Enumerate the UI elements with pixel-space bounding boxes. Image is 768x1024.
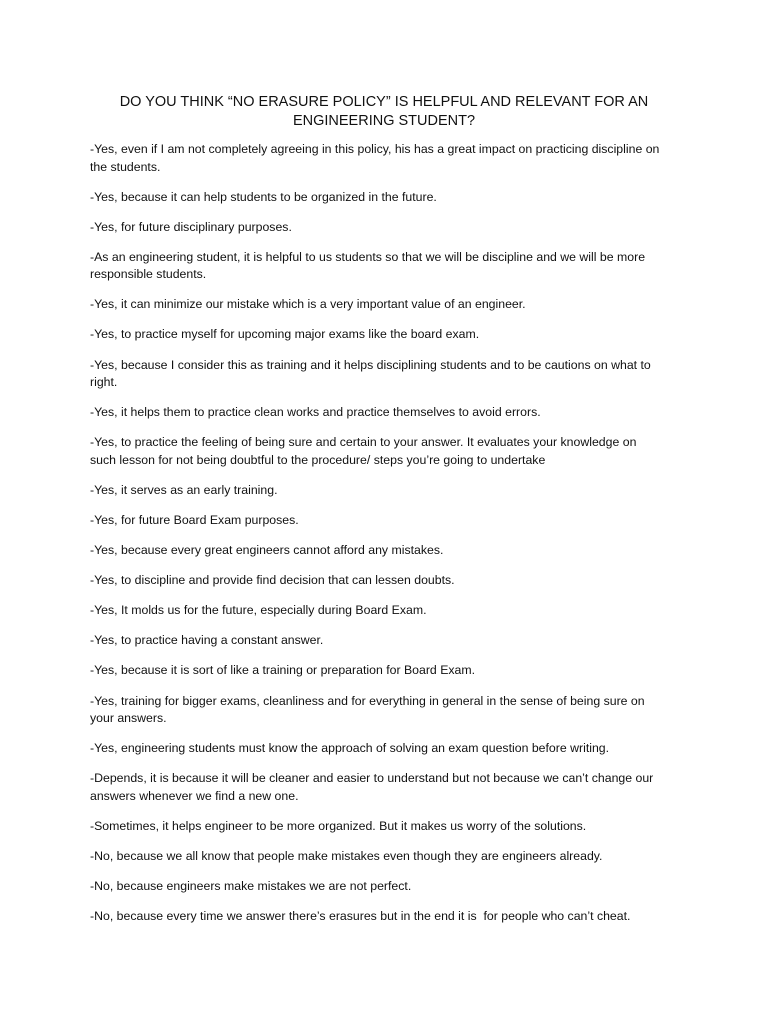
answer-item: -Yes, because I consider this as training and it helps disciplining students and to be cautions on what to right.: [90, 357, 655, 390]
answer-item: -Yes, because every great engineers cannot afford any mistakes.: [90, 543, 444, 558]
answer-item: -Yes, it can minimize our mistake which is a very important value of an engineer.: [90, 297, 526, 312]
document-title: DO YOU THINK “NO ERASURE POLICY” IS HELPFUL AND RELEVANT FOR AN ENGINEERING STUDENT?: [119, 94, 649, 129]
answer-item: -Yes, training for bigger exams, cleanliness and for everything in general in the sense of being sure on your answers.: [90, 693, 649, 725]
answer-item: -No, because every time we answer there’s erasures but in the end it is for people who can’t cheat.: [90, 909, 631, 924]
answer-item: -As an engineering student, it is helpful to us students so that we will be discipline and we will be more responsible students.: [90, 249, 649, 282]
answer-item: -Sometimes, it helps engineer to be more organized. But it makes us worry of the solutions.: [90, 818, 587, 833]
answer-item: -Yes, for future Board Exam purposes.: [90, 512, 299, 527]
answer-item: -Yes, even if I am not completely agreeing in this policy, his has a great impact on practicing discipline on the students.: [90, 142, 663, 174]
answer-item: -Yes, to discipline and provide find decision that can lessen doubts.: [90, 573, 455, 588]
answer-item: -Depends, it is because it will be cleaner and easier to understand but not because we can’t change our answers whenever we find a new one.: [90, 771, 657, 803]
answer-item: -Yes, to practice the feeling of being sure and certain to your answer. It evaluates your knowledge on such lesson for not being doubtful to the procedure/ steps you’re going to undertake: [90, 435, 640, 467]
answer-item: -No, because engineers make mistakes we are not perfect.: [90, 878, 412, 893]
answer-item: -Yes, because it is sort of like a training or preparation for Board Exam.: [90, 663, 476, 678]
answer-list: [90, 141, 664, 926]
answer-item: -No, because we all know that people make mistakes even though they are engineers already.: [90, 848, 603, 863]
answer-item: -Yes, it helps them to practice clean works and practice themselves to avoid errors.: [90, 405, 541, 420]
answer-item: -Yes, for future disciplinary purposes.: [90, 219, 292, 234]
answer-item: -Yes, it serves as an early training.: [90, 482, 278, 497]
answer-item: -Yes, to practice having a constant answer.: [90, 633, 324, 648]
answer-item: -Yes, to practice myself for upcoming major exams like the board exam.: [90, 327, 480, 342]
answer-item: -Yes, It molds us for the future, especially during Board Exam.: [90, 603, 427, 618]
answer-item: -Yes, engineering students must know the approach of solving an exam question before writing.: [90, 741, 610, 756]
answer-item: -Yes, because it can help students to be organized in the future.: [90, 189, 437, 204]
